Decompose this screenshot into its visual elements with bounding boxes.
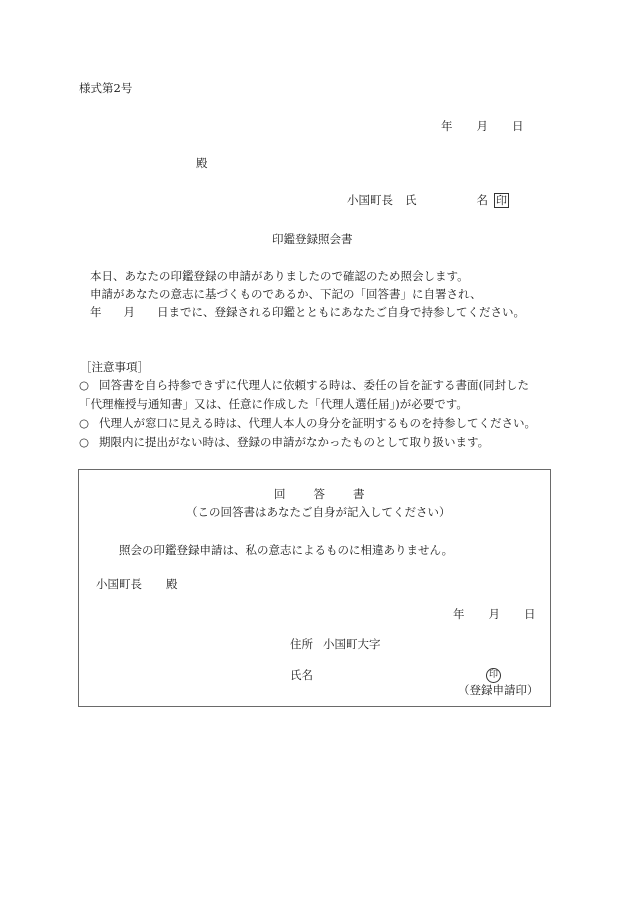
body-line-1: 本日、あなたの印鑑登録の申請がありましたので確認のため照会します。 <box>90 269 469 283</box>
bullet-circle-icon: ○ <box>79 435 90 449</box>
notes-heading: ［注意事項］ <box>80 360 149 374</box>
reply-date-line: 年 月 日 <box>453 607 536 621</box>
note-item-1-continued: 「代理権授与通知書」又は、任意に作成した「代理人選任届」)が必要です。 <box>79 397 468 411</box>
reply-title: 回 答 書 <box>274 487 365 501</box>
date-month-label: 月 <box>476 119 488 133</box>
seal-box-icon: 印 <box>496 194 507 207</box>
deadline-month-label: 月 <box>123 305 135 319</box>
reply-addressee <box>96 577 178 591</box>
document-title: 印鑑登録照会書 <box>272 232 353 246</box>
deadline-year-label: 年 <box>90 305 102 319</box>
reply-subtitle: （この回答書はあなたご自身が記入してください） <box>186 505 451 519</box>
reply-addressee-suffix: 殿 <box>166 577 178 591</box>
sender-title: 小国町長 <box>347 193 393 207</box>
address-value: 小国町大字 <box>323 637 381 651</box>
sender-name-suffix: 名 <box>476 193 488 207</box>
date-line <box>441 119 524 133</box>
address-label: 住所 <box>290 637 313 651</box>
body-line-3 <box>90 305 525 319</box>
addressee-suffix: 殿 <box>196 156 208 170</box>
registration-seal-icon: 印 <box>486 666 501 683</box>
reply-statement: 照会の印鑑登録申請は、私の意志によるものに相違ありません。 <box>119 543 454 557</box>
deadline-rest: 日までに、登録される印鑑とともにあなたご自身で持参してください。 <box>157 305 525 319</box>
seal-caption: （登録申請印） <box>458 683 539 697</box>
body-line-2: 申請があなたの意志に基づくものであるか、下記の「回答書」に自署され、 <box>90 287 482 301</box>
reply-address-line <box>290 637 381 651</box>
date-year-label: 年 <box>441 119 453 133</box>
bullet-circle-icon: ○ <box>79 378 90 392</box>
sender-block <box>347 193 509 208</box>
note-item-3: ○ 期限内に提出がない時は、登録の申請がなかったものとして取り扱います。 <box>79 435 490 449</box>
bullet-circle-icon: ○ <box>79 416 90 430</box>
sender-name-prefix: 氏 <box>405 193 417 207</box>
form-number: 様式第2号 <box>79 81 133 95</box>
name-label: 氏名 <box>290 668 313 682</box>
note-item-2: ○ 代理人が窓口に見える時は、代理人本人の身分を証明するものを持参してください。 <box>79 416 537 430</box>
note-item-1: ○ 回答書を自ら持参できずに代理人に依頼する時は、委任の旨を証する書面(同封した <box>79 378 530 392</box>
reply-addressee-title: 小国町長 <box>96 577 142 591</box>
date-day-label: 日 <box>512 119 524 133</box>
